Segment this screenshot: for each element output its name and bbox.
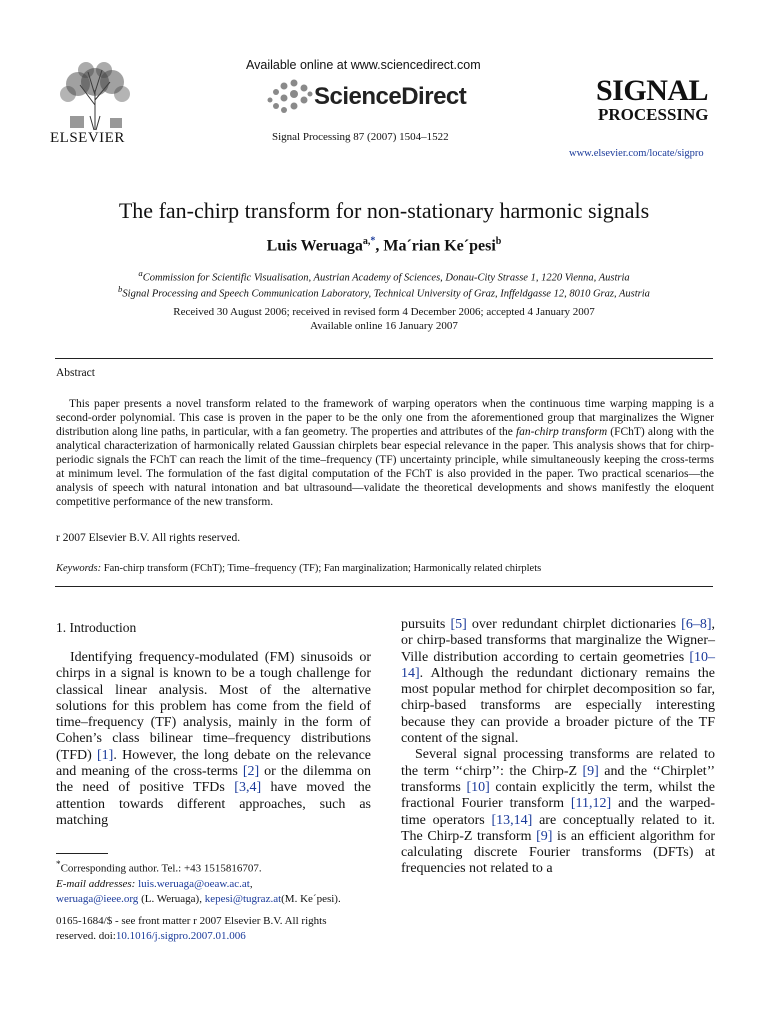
citation-link[interactable]: [13,14] xyxy=(491,812,533,828)
citation-link[interactable]: [10–14] xyxy=(401,649,715,681)
sciencedirect-logo xyxy=(264,78,469,118)
journal-logo-processing: PROCESSING xyxy=(598,105,709,124)
paragraph: pursuits [5] over redundant chirplet dictionaries [6–8], or chirp-based transforms that marginalize the Wigner–Ville distribution according to certain geometries [10–14]. Although the redundant dictionary remains the most popular method for chirplet decomposition so far, chirp-based transforms are especially interesting because they can provide a broader picture of the TF content of the signal. xyxy=(401,617,715,747)
author-2-affiliation: b xyxy=(495,236,502,247)
citation-link[interactable]: [11,12] xyxy=(570,796,612,812)
email-link[interactable]: weruaga@ieee.org xyxy=(56,892,139,905)
citation-link[interactable]: [9] xyxy=(582,763,599,779)
citation-link[interactable]: [6–8] xyxy=(681,617,712,632)
email-addresses-cont: weruaga@ieee.org (L. Weruaga), kepesi@tugraz.at(M. Ke´pesi). xyxy=(56,892,341,905)
journal-citation: Signal Processing 87 (2007) 1504–1522 xyxy=(272,131,449,143)
publisher-name: ELSEVIER xyxy=(50,130,125,146)
footnote xyxy=(56,857,371,907)
elsevier-tree-logo xyxy=(50,60,140,132)
divider xyxy=(55,358,713,359)
citation-link[interactable]: [10] xyxy=(466,779,490,795)
sciencedirect-wordmark: ScienceDirect xyxy=(314,83,467,110)
received-dates: Received 30 August 2006; received in revised form 4 December 2006; accepted 4 January 2007 xyxy=(173,306,595,318)
doi-link[interactable]: 10.1016/j.sigpro.2007.01.006 xyxy=(115,930,246,942)
email-link[interactable]: kepesi@tugraz.at xyxy=(204,892,282,905)
journal-url-link[interactable]: www.elsevier.com/locate/sigpro xyxy=(569,148,704,159)
email-addresses: E-mail addresses: luis.weruaga@oeaw.ac.at, xyxy=(56,877,253,890)
author-2: Ma´rian Ke´pesi xyxy=(383,237,496,255)
author-list xyxy=(0,236,768,255)
front-matter-notice: 0165-1684/$ - see front matter r 2007 Elsevier B.V. All rights reserved. doi:10.1016/j.sigpro.2007.01.006 xyxy=(56,915,327,942)
footnote-divider xyxy=(56,853,108,854)
corresponding-author-note: *Corresponding author. Tel.: +43 1515816707. xyxy=(56,859,262,875)
divider xyxy=(55,586,713,587)
abstract-heading: Abstract xyxy=(56,367,95,379)
citation-link[interactable]: [3,4] xyxy=(234,780,262,796)
author-1: Luis Weruaga xyxy=(266,237,363,255)
left-column-text: Identifying frequency-modulated (FM) sinusoids or chirps in a signal is known to be a tough challenge for classical linear analysis. Most of the alternative solutions for this problem has come from the field of time–frequency (TF) analysis, mainly in the form of Cohen’s class bilinear time–frequency distributions (TFD) [1]. However, the long debate on the relevance and meaning of the cross-terms [2] or the dilemma on the need of positive TFDs [3,4] have moved the attention towards different approaches, such as matching xyxy=(56,650,372,828)
corresponding-author-link[interactable]: * xyxy=(370,236,376,247)
affiliation-b: $^b$Signal Processing and Speech Communication Laboratory, Technical University of Graz, Inffeldgasse 12, 8010 Graz, Austria xyxy=(118,284,650,300)
author-1-affiliation: a, xyxy=(362,236,371,247)
citation-link[interactable]: [5] xyxy=(450,617,467,632)
available-online-text: Available online at www.sciencedirect.com xyxy=(246,58,481,72)
journal-logo-signal: SIGNAL xyxy=(596,74,709,107)
paragraph: Several signal processing transforms are related to the term ‘‘chirp’’: the Chirp-Z [9] and the ‘‘Chirplet’’ transforms [10] contain explicitly the term, whilst the fractional Fourier transform [11,12] and the warped-time operators [13,14] are conceptually related to it. The Chirp-Z transform [9] is an efficient algorithm for calculating discrete Fourier transforms (DFTs) at frequencies not related to a xyxy=(401,747,716,877)
email-link[interactable]: luis.weruaga@oeaw.ac.at xyxy=(138,877,250,890)
affiliation-a: $^a$Commission for Scientific Visualisation, Austrian Academy of Sciences, Donau-City Strasse 1, 1220 Vienna, Austria xyxy=(138,268,630,284)
copyright-notice: r 2007 Elsevier B.V. All rights reserved. xyxy=(56,532,241,544)
citation-link[interactable]: [2] xyxy=(242,764,260,780)
citation-link[interactable]: [9] xyxy=(536,828,553,844)
available-date: Available online 16 January 2007 xyxy=(310,320,458,332)
author-separator: , xyxy=(375,237,384,255)
section-heading: 1. Introduction xyxy=(56,620,137,635)
abstract-text: This paper presents a novel transform related to the framework of warping operators when the continuous time warping mapping is a second-order polynomial. This case is proven in the paper to be the only one from the aforementioned group that marginalizes the Wigner distribution along line paths, in particular, with a fan geometry. The properties and attributes of the fan-chirp transform (FChT) along with the analytical characterization of harmonically related Gaussian chirplets bear especial relevance in the paper. This analysis shows that for chirp-periodic signals the FChT can reach the limit of the time–frequency (TF) uncertainty principle, while simultaneously keeping the cross-terms at minimum level. The formulation of the fast digital computation of the FChT is also provided in the paper. Two practical scenarios—the analysis of speech with natural intonation and bat ultrasound—validate the theoretical developments and shows manifestly the eloquent competitive performance of the new transform. xyxy=(56,398,714,508)
sciencedirect-dots-icon xyxy=(264,78,314,118)
citation-link[interactable]: [1] xyxy=(97,747,114,763)
keywords: Keywords: Fan-chirp transform (FChT); Time–frequency (TF); Fan marginalization; Harmonically related chirplets xyxy=(56,563,542,574)
right-column-text xyxy=(401,617,715,878)
paper-title: The fan-chirp transform for non-stationary harmonic signals xyxy=(118,198,650,223)
